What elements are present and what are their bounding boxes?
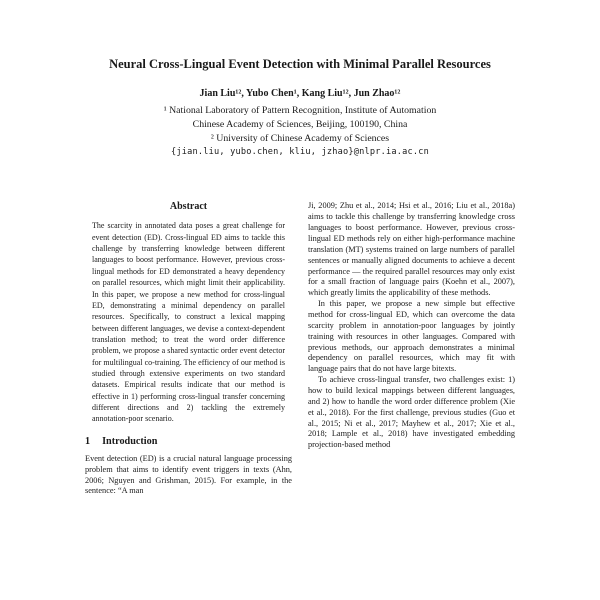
paper-title: Neural Cross-Lingual Event Detection with Minimal Parallel Resources bbox=[109, 57, 491, 71]
section-heading-introduction bbox=[85, 436, 292, 447]
right-paragraph-3: To achieve cross-lingual transfer, two challenges exist: 1) how to build lexical mappings between different languages, and 2) how to handle the word order difference problem (Xie et al., 2018). For the first challenge, previous studies (Guo et al., 2015; Ni et al., 2017; Mayhew et al., 2017; Xie et al., 2018; Lample et al., 2018) have investigated embedding projection-based method bbox=[308, 375, 515, 450]
intro-paragraph-1: Event detection (ED) is a crucial natural language processing problem that aims to identify event triggers in texts (Ahn, 2006; Nguyen and Grishman, 2015). For example, in the sentence: “A man bbox=[85, 453, 292, 496]
right-column bbox=[308, 201, 515, 497]
affiliation-line-1: ¹ National Laboratory of Pattern Recognition, Institute of Automation bbox=[163, 105, 437, 117]
email-line: {jian.liu, yubo.chen, kliu, jzhao}@nlpr.ia.ac.cn bbox=[171, 147, 429, 158]
abstract-heading: Abstract bbox=[169, 201, 208, 213]
affiliation-line-3: ² University of Chinese Academy of Sciences bbox=[210, 132, 390, 144]
two-column-body bbox=[85, 201, 515, 497]
authors-line: Jian Liu¹², Yubo Chen¹, Kang Liu¹², Jun Zhao¹² bbox=[199, 88, 401, 100]
left-column bbox=[85, 201, 292, 497]
affiliation-line-2: Chinese Academy of Sciences, Beijing, 100190, China bbox=[192, 118, 408, 130]
section-number: 1 bbox=[85, 435, 91, 447]
right-paragraph-2: In this paper, we propose a new simple but effective method for cross-lingual ED, which can overcome the data scarcity problem in annotation-poor languages by jointly training with resources in other languages. Compared with previous methods, our approach demonstrates a minimal dependency on parallel resources, which may fit with language pairs that do not have large bitexts. bbox=[308, 299, 515, 374]
abstract-text: The scarcity in annotated data poses a great challenge for event detection (ED). Cross-lingual ED aims to tackle this challenge by transferring knowledge between different languages to boost performance. However, previous cross-lingual methods for ED demonstrated a heavy dependency on parallel resources, which might limit their applicability. In this paper, we propose a new method for cross-lingual ED, demonstrating a minimal dependency on parallel resources. Specifically, to construct a lexical mapping between different languages, we devise a context-dependent translation method; to treat the word order difference problem, we propose a shared syntactic order event detector for multilingual co-training. The efficiency of our method is studied through extensive experiments on two standard datasets. Empirical results indicate that our method is effective in 1) performing cross-lingual transfer concerning different directions and 2) tackling the extremely annotation-poor scenario. bbox=[92, 221, 285, 424]
section-title: Introduction bbox=[102, 435, 158, 447]
right-paragraph-1: Ji, 2009; Zhu et al., 2014; Hsi et al., 2016; Liu et al., 2018a) aims to tackle this challenge by transferring knowledge cross languages to boost performance. However, previous cross-lingual ED methods rely on either high-performance machine translation (MT) systems trained on large numbers of parallel sentences or manually aligned documents to achieve a decent performance — the required parallel resources may only exist for a small fraction of language pairs (Koehn et al., 2007), which greatly limits the applicability of these methods. bbox=[308, 201, 515, 298]
affiliation-block bbox=[85, 104, 515, 145]
